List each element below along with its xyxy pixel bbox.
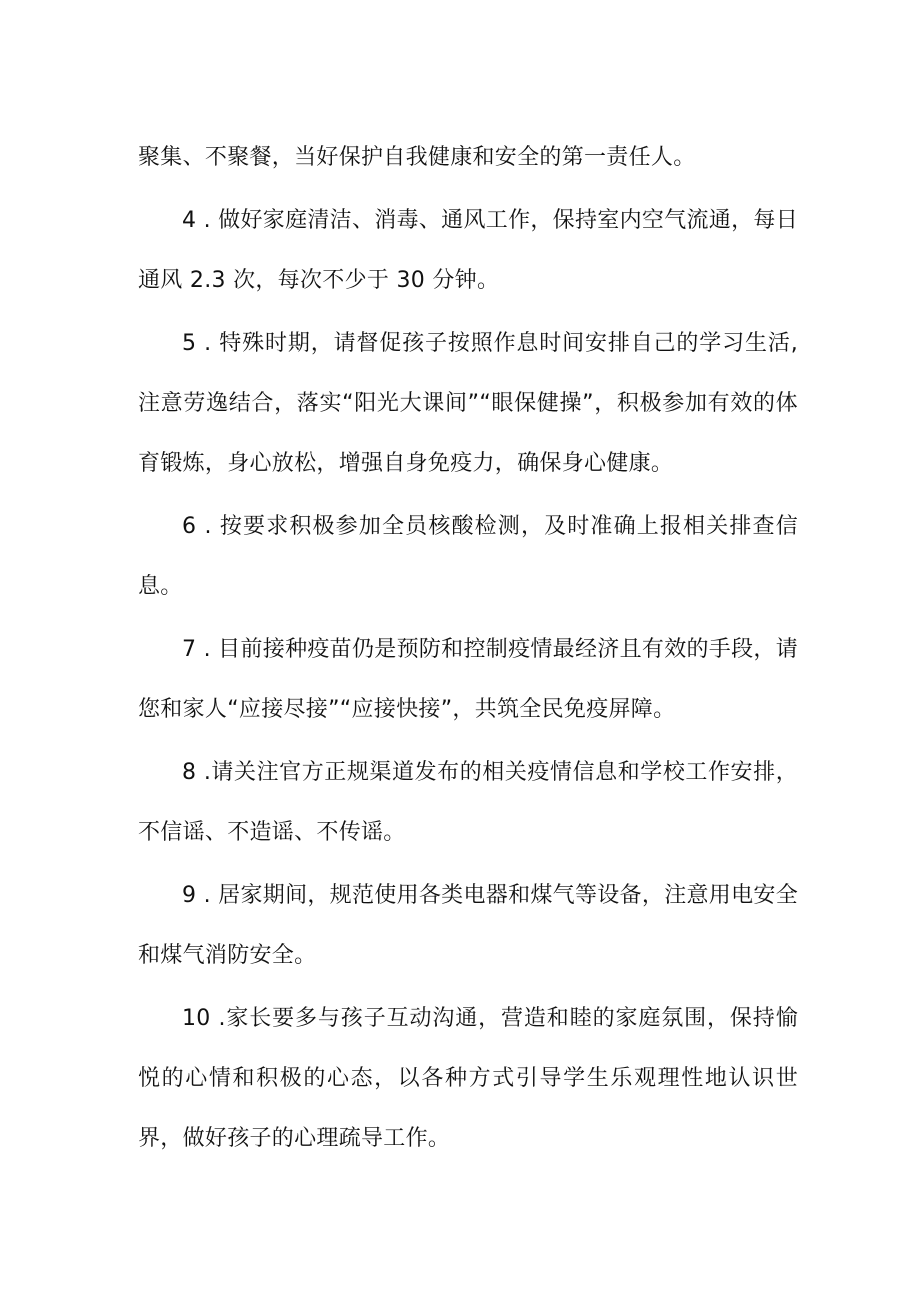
paragraph-item-9: 9 . 居家期间，规范使用各类电器和煤气等设备，注意用电安全和煤气消防安全。 — [138, 883, 798, 968]
paragraph-item-7: 7 . 目前接种疫苗仍是预防和控制疫情最经济且有效的手段，请您和家人“应接尽接”“应接快接”，共筑全民免疫屏障。 — [138, 637, 798, 722]
paragraph-item-6: 6 . 按要求积极参加全员核酸检测，及时准确上报相关排查信息。 — [138, 514, 798, 599]
paragraph-item-5: 5 . 特殊时期，请督促孩子按照作息时间安排自己的学习生活,注意劳逸结合，落实“阳光大课间”“眼保健操”，积极参加有效的体育锻炼，身心放松，增强自身免疫力，确保身心健康。 — [138, 331, 798, 476]
paragraph-item-10: 10 .家长要多与孩子互动沟通，营造和睦的家庭氛围，保持愉悦的心情和积极的心态，以各种方式引导学生乐观理性地认识世界，做好孩子的心理疏导工作。 — [138, 1006, 798, 1151]
paragraph-item-8: 8 .请关注官方正规渠道发布的相关疫情信息和学校工作安排，不信谣、不造谣、不传谣。 — [138, 760, 798, 845]
paragraph-item-4: 4 . 做好家庭清洁、消毒、通风工作，保持室内空气流通，每日通风 2.3 次，每次不少于 30 分钟。 — [138, 208, 798, 293]
document-body — [138, 128, 798, 1172]
paragraph-continuation: 聚集、不聚餐，当好保护自我健康和安全的第一责任人。 — [138, 145, 696, 170]
